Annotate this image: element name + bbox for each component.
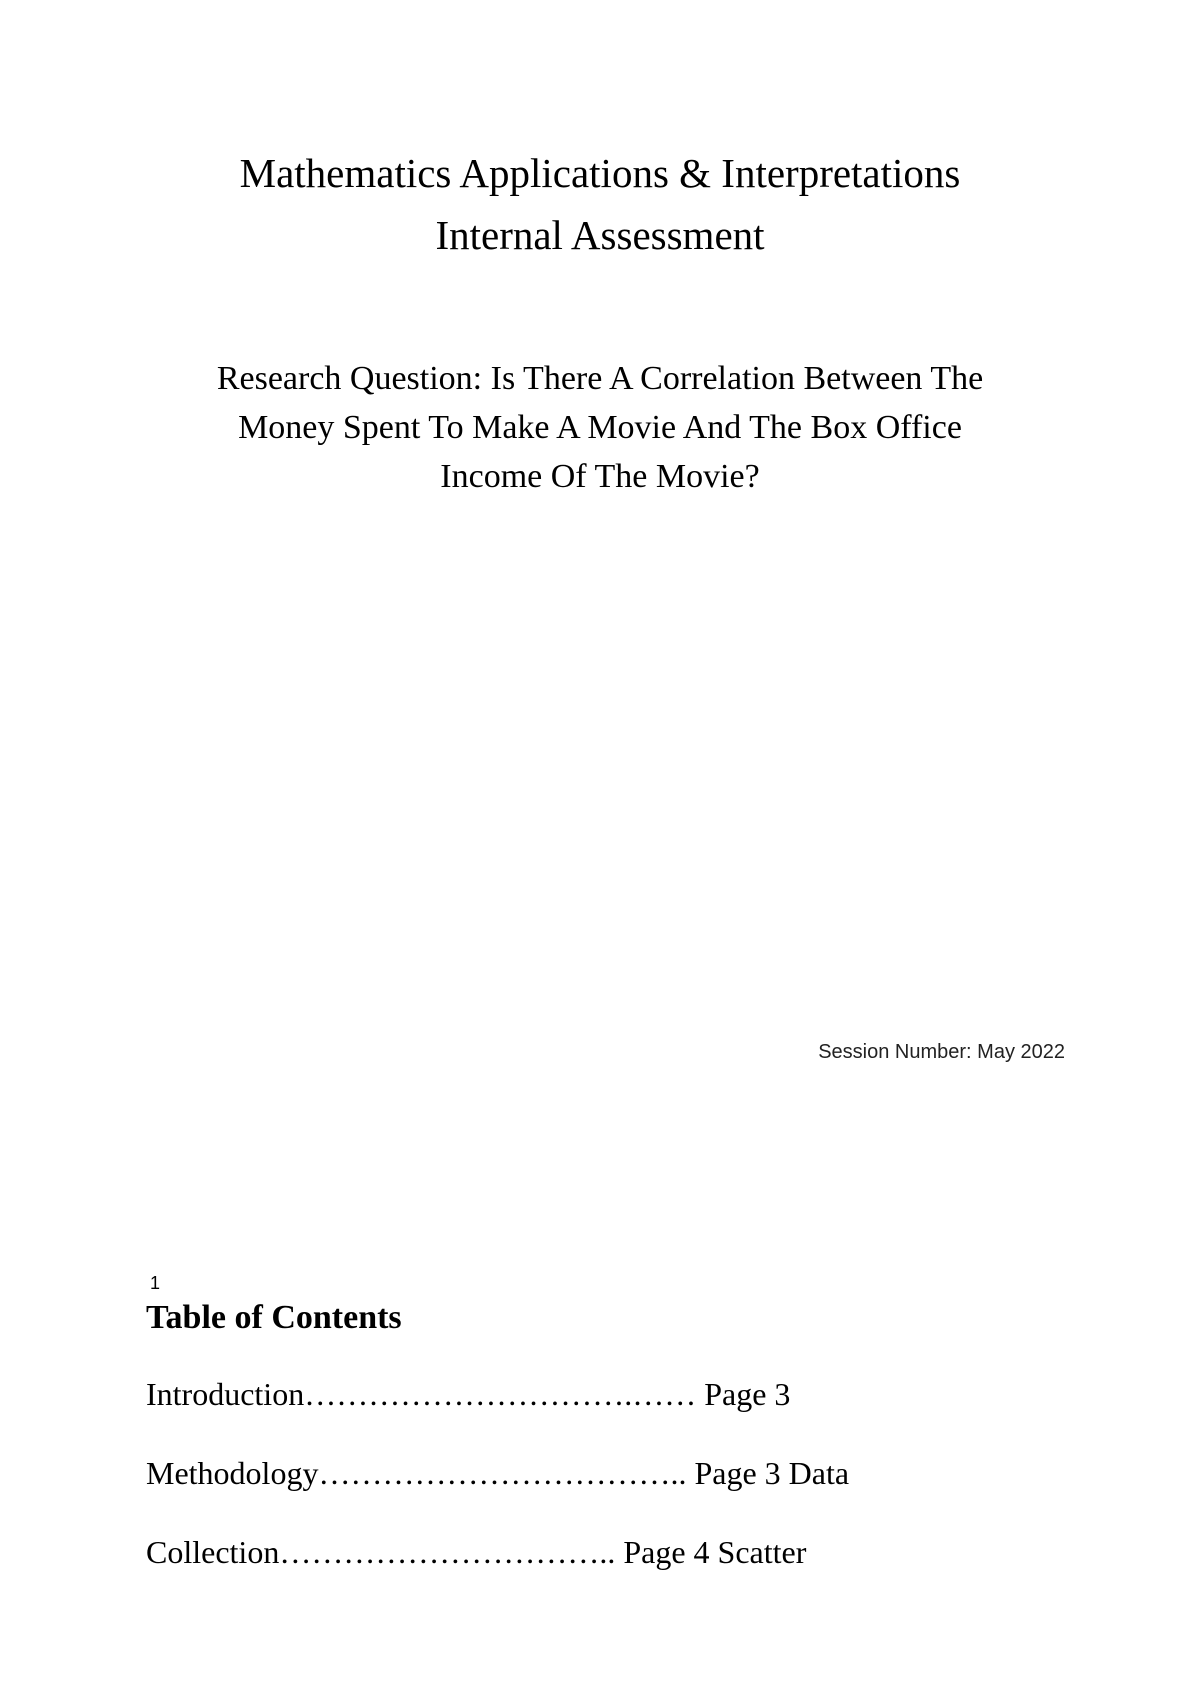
document-title bbox=[0, 142, 1200, 266]
toc-entry-collection: Collection………………………….. Page 4 Scatter bbox=[146, 1534, 807, 1570]
toc-entry-introduction: Introduction………………………….…… Page 3 bbox=[146, 1376, 791, 1412]
session-number: Session Number: May 2022 bbox=[818, 1041, 1065, 1063]
research-question bbox=[0, 354, 1200, 501]
toc-heading: Table of Contents bbox=[146, 1299, 402, 1336]
research-question-line-3: Income Of The Movie? bbox=[440, 458, 760, 495]
research-question-line-2: Money Spent To Make A Movie And The Box Office bbox=[238, 409, 962, 446]
research-question-line-1: Research Question: Is There A Correlation Between The bbox=[216, 360, 984, 397]
title-line-1: Mathematics Applications & Interpretations bbox=[239, 150, 961, 196]
page-number: 1 bbox=[150, 1273, 161, 1293]
title-line-2: Internal Assessment bbox=[435, 212, 765, 258]
toc-entry-methodology: Methodology…………………………….. Page 3 Data bbox=[146, 1455, 850, 1491]
